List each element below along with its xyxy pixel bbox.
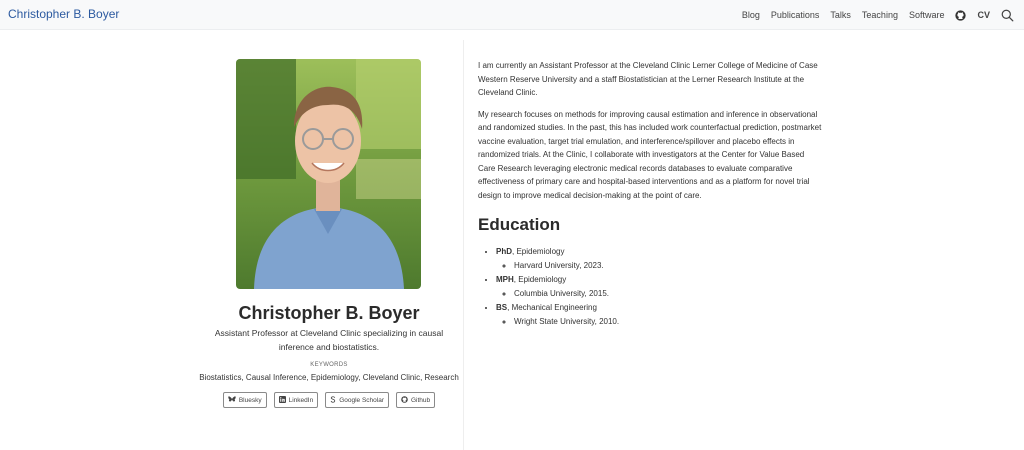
- nav-link-talks[interactable]: Talks: [830, 10, 851, 20]
- education-field: , Epidemiology: [512, 247, 565, 256]
- column-divider: [463, 40, 464, 450]
- github-icon: [401, 396, 408, 405]
- bio-paragraph: I am currently an Assistant Professor at the Cleveland Clinic Lerner College of Medicine of Case Western Reserve University and a staff Biostatistician at the Lerner Research Institute at the Cleveland Clinic.: [478, 61, 818, 97]
- nav-links: [731, 0, 1014, 30]
- education-item: [496, 245, 823, 273]
- nav-link-teaching[interactable]: Teaching: [861, 10, 898, 20]
- search-icon[interactable]: [1001, 9, 1014, 22]
- education-detail: ◦ Harvard University, 2023.: [514, 259, 823, 273]
- google-scholar-icon: [330, 396, 336, 405]
- linkedin-link-label: LinkedIn: [288, 396, 314, 404]
- linkedin-link-button[interactable]: [274, 392, 319, 408]
- site-brand-link[interactable]: Christopher B. Boyer: [8, 7, 120, 21]
- education-item: [496, 273, 823, 301]
- linkedin-icon: [279, 396, 286, 405]
- profile-subtitle: Assistant Professor at Cleveland Clinic specializing in causal inference and biostatistics.: [214, 328, 444, 352]
- education-list: [478, 245, 823, 329]
- github-link-button[interactable]: [396, 392, 435, 408]
- google-scholar-link-button[interactable]: [325, 392, 389, 408]
- education-detail: ◦ Columbia University, 2015.: [514, 287, 823, 301]
- profile-links: [196, 392, 462, 408]
- profile-photo: [236, 59, 421, 289]
- navbar: [0, 0, 1024, 30]
- keywords-value: Biostatistics, Causal Inference, Epidemiology, Cleveland Clinic, Research: [199, 373, 459, 382]
- education-detail: ◦ Wright State University, 2010.: [514, 315, 823, 329]
- main-content: [478, 59, 823, 329]
- profile-name: Christopher B. Boyer: [238, 303, 420, 323]
- bio-paragraph: My research focuses on methods for improving causal estimation and inference in observational and randomized studies. In the past, this has included work counterfactual prediction, postmarket vaccine evaluation, target trial emulation, and interference/spillover and placebo effects in randomized trials. At the Clinic, I collaborate with investigators at the Center for Value Based Care Research leveraging electronic medical records databases to evaluate comparative effectiveness of primary care and hospital-based interventions and as a platform for novel trial design to improve medical decision-making at the point of care.: [478, 109, 822, 200]
- education-degree: BS: [496, 303, 508, 312]
- keywords-label: KEYWORDS: [310, 362, 348, 368]
- education-item: [496, 301, 823, 329]
- education-field: , Mechanical Engineering: [507, 303, 597, 312]
- education-degree: MPH: [496, 275, 514, 284]
- nav-link-publications[interactable]: Publications: [770, 10, 820, 20]
- google-scholar-link-label: Google Scholar: [339, 396, 384, 404]
- bluesky-link-button[interactable]: [223, 392, 267, 408]
- nav-link-blog[interactable]: Blog: [741, 10, 760, 20]
- bluesky-icon: [228, 396, 236, 405]
- education-degree: PhD: [496, 247, 512, 256]
- education-field: , Epidemiology: [513, 275, 567, 284]
- nav-link-cv[interactable]: CV: [977, 10, 990, 20]
- bluesky-link-label: Bluesky: [238, 396, 262, 404]
- github-link-label: Github: [411, 396, 431, 404]
- education-heading: Education: [478, 215, 561, 234]
- nav-link-software[interactable]: Software: [908, 10, 945, 20]
- github-icon[interactable]: [955, 10, 966, 21]
